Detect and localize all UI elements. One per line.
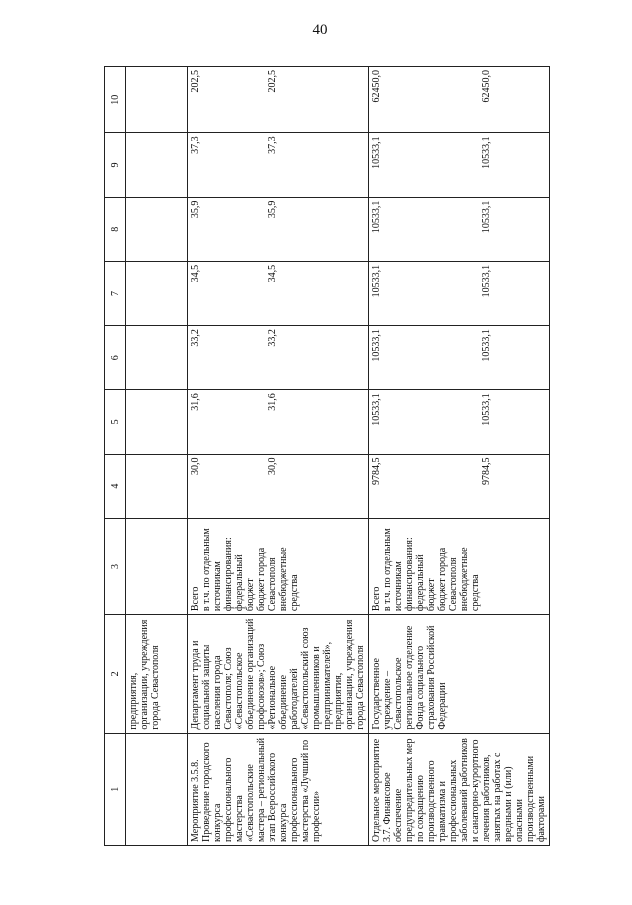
responsible-cell: Департамент труда и социальной защиты населения города Севастополя; Союз «Севастопольское объединение организаций профсоюзов»; Союз «Региональное объединение работодателей «Севастопольский союз промышленников и предпринимателей», предприятия, организации, учреждения города Севастополя	[188, 615, 369, 733]
source-city: бюджет города Севастополя	[256, 547, 278, 612]
table-cell	[126, 454, 188, 518]
table-cell	[126, 326, 188, 390]
header-cell: 10	[105, 67, 126, 133]
table-cell	[126, 390, 188, 454]
value-cell: 35,9 35,9	[188, 197, 369, 261]
header-cell: 7	[105, 261, 126, 325]
header-cell: 6	[105, 326, 126, 390]
source-breakdown: в т.ч. по отдельным источникам финансирования:	[201, 528, 234, 612]
header-cell: 4	[105, 454, 126, 518]
value-cell: 37,3 37,3	[188, 133, 369, 197]
table-cell	[126, 67, 188, 133]
value-cell: 9784,5 9784,5	[369, 454, 550, 518]
table-cell	[126, 197, 188, 261]
header-row	[105, 67, 126, 846]
header-cell: 5	[105, 390, 126, 454]
source-breakdown: в т.ч. по отдельным источникам финансирования:	[382, 528, 415, 612]
value-cell: 33,2 33,2	[188, 326, 369, 390]
value-cell: 10533,1 10533,1	[369, 261, 550, 325]
header-cell: 9	[105, 133, 126, 197]
value-cell: 62450,0 62450,0	[369, 67, 550, 133]
responsible-cell: Государственное учреждение – Севастопольское региональное отделение Фонда социального страхования Российской Федерации	[369, 615, 550, 733]
table-row-measure-3-7	[369, 67, 550, 846]
rotated-table-wrapper	[104, 66, 547, 846]
value-cell: 202,5 202,5	[188, 67, 369, 133]
source-total: Всего	[371, 586, 382, 612]
measure-name-cell: Отдельное мероприятие 3.7. Финансовое обеспечение предупредительных мер по сокращению производственного травматизма и профессиональных заболеваний работников и санаторно-курортного лечения работников, занятых на работах с вредными и (или) опасными производственными факторами	[369, 733, 550, 845]
value-cell: 34,5 34,5	[188, 261, 369, 325]
header-cell: 3	[105, 518, 126, 614]
table-cell	[126, 133, 188, 197]
header-cell: 1	[105, 733, 126, 845]
value-cell: 10533,1 10533,1	[369, 326, 550, 390]
source-federal: федеральный бюджет	[234, 554, 256, 612]
source-federal: федеральный бюджет	[415, 554, 437, 612]
source-extrabudget: внебюджетные средства	[278, 547, 300, 612]
table-cell	[126, 733, 188, 845]
value-cell: 10533,1 10533,1	[369, 390, 550, 454]
table-cell	[126, 518, 188, 614]
financing-table	[104, 66, 550, 846]
continued-responsible-cell: предприятия, организации, учреждения города Севастополя	[126, 615, 188, 733]
header-cell: 2	[105, 615, 126, 733]
measure-name-cell: Мероприятие 3.5.8. Проведение городского конкурса профессионального мастерства «Севастопольские мастера – региональный этап Всероссийского конкурса профессионального мастерства «Лучший по профессии»	[188, 733, 369, 845]
value-cell: 30,0 30,0	[188, 454, 369, 518]
header-cell: 8	[105, 197, 126, 261]
table-cell	[126, 261, 188, 325]
page-number: 40	[312, 22, 328, 38]
value-cell: 10533,1 10533,1	[369, 133, 550, 197]
source-city: бюджет города Севастополя	[437, 547, 459, 612]
continued-row	[126, 67, 188, 846]
value-cell: 31,6 31,6	[188, 390, 369, 454]
source-extrabudget: внебюджетные средства	[459, 547, 481, 612]
funding-sources-cell	[188, 518, 369, 614]
source-total: Всего	[190, 586, 201, 612]
funding-sources-cell	[369, 518, 550, 614]
value-cell: 10533,1 10533,1	[369, 197, 550, 261]
table-row-measure-3-5-8	[188, 67, 369, 846]
